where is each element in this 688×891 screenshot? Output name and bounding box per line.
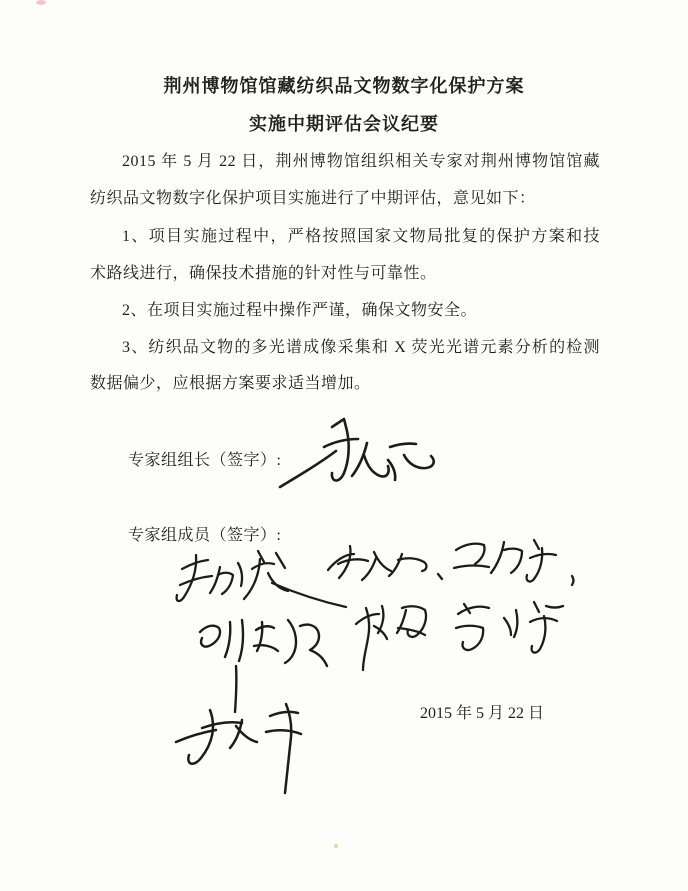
scan-artifact bbox=[334, 844, 338, 848]
member-handwritten-signature-2 bbox=[322, 538, 447, 588]
member-handwritten-signature-7 bbox=[172, 694, 317, 798]
leader-handwritten-signature bbox=[272, 413, 442, 505]
body-line: 纺织品文物数字化保护项目实施进行了中期评估，意见如下： bbox=[90, 190, 536, 207]
body-line: 2015 年 5 月 22 日，荆州博物馆组织相关专家对荆州博物馆馆藏 bbox=[122, 153, 600, 170]
members-signature-label: 专家组成员（签字）: bbox=[128, 527, 282, 544]
body-line: 术路线进行，确保技术措施的针对性与可靠性。 bbox=[90, 265, 437, 282]
scan-artifact bbox=[36, 0, 46, 5]
member-handwritten-signature-4 bbox=[350, 596, 452, 676]
document-title-line2: 实施中期评估会议纪要 bbox=[249, 114, 439, 134]
member-handwritten-signature-5 bbox=[448, 594, 570, 664]
document-title-line1: 荆州博物馆馆藏纺织品文物数字化保护方案 bbox=[163, 76, 525, 96]
body-line: 1、项目实施过程中，严格按照国家文物局批复的保护方案和技 bbox=[122, 228, 600, 245]
member-handwritten-signature-3 bbox=[448, 532, 580, 590]
leader-signature-label: 专家组组长（签字）: bbox=[128, 452, 282, 469]
body-line: 2、在项目实施过程中操作严谨，确保文物安全。 bbox=[122, 302, 478, 319]
document-date: 2015 年 5 月 22 日 bbox=[420, 705, 545, 722]
body-line: 数据偏少，应根据方案要求适当增加。 bbox=[90, 375, 371, 392]
body-line: 3、纺织品文物的多光谱成像采集和 X 荧光光谱元素分析的检测 bbox=[122, 339, 600, 356]
